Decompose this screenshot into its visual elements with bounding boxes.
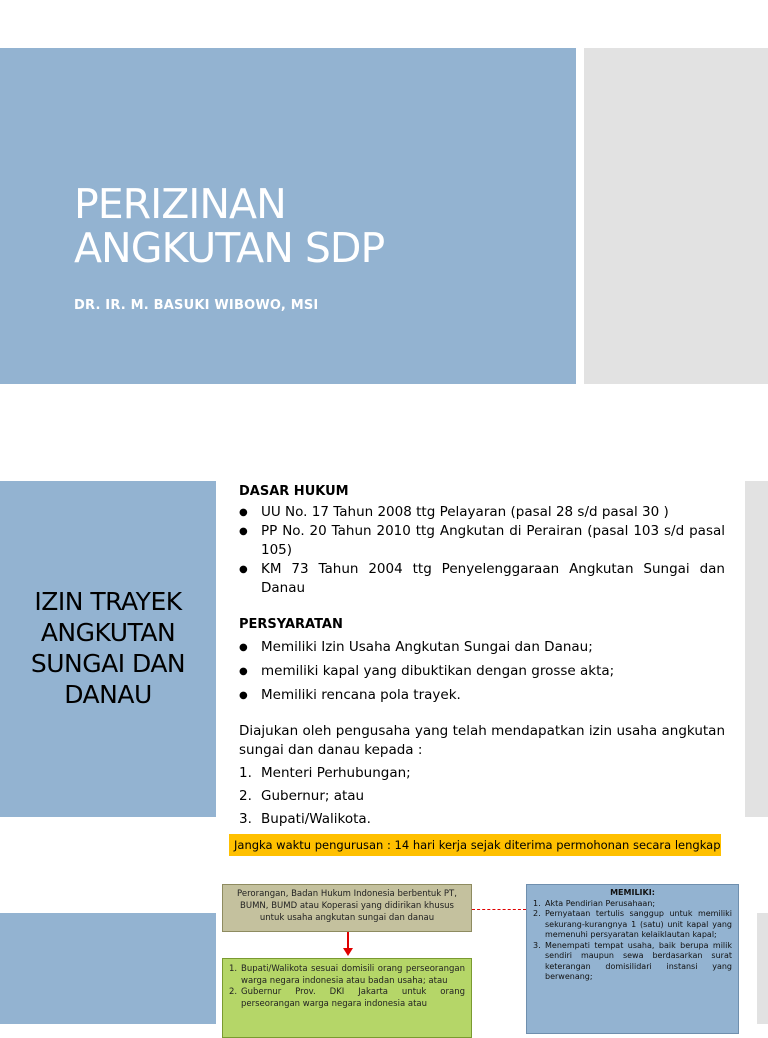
list-number: 3. <box>533 940 541 950</box>
next-slide-side-panel <box>757 913 768 1024</box>
list-text: Akta Pendirian Perusahaan; <box>545 898 656 908</box>
list-item <box>239 764 725 783</box>
list-text: Bupati/Walikota. <box>261 811 371 827</box>
list-text: Gubernur Prov. DKI Jakarta untuk orang perseorangan warga negara indonesia atau <box>241 987 465 1009</box>
applicant-box: Perorangan, Badan Hukum Indonesia berbentuk PT, BUMN, BUMD atau Koperasi yang didirikan khusus untuk usaha angkutan sungai dan danau <box>222 884 472 932</box>
list-item <box>239 787 725 806</box>
title-slide-side-panel <box>584 48 768 384</box>
list-item: ● UU No. 17 Tahun 2008 ttg Pelayaran (pasal 28 s/d pasal 30 ) <box>239 503 725 522</box>
dashed-connector <box>472 909 526 910</box>
diajukan-paragraph: Diajukan oleh pengusaha yang telah mendapatkan izin usaha angkutan sungai dan danau kepada : <box>239 723 725 758</box>
list-number: 1. <box>239 765 252 781</box>
list-item <box>229 964 465 987</box>
list-item: ● Memiliki rencana pola trayek. <box>239 686 725 705</box>
list-number: 1. <box>533 898 541 908</box>
list-item <box>533 941 732 983</box>
list-item: ● memiliki kapal yang dibuktikan dengan grosse akta; <box>239 662 725 681</box>
list-item: ● KM 73 Tahun 2004 ttg Penyelenggaraan Angkutan Sungai dan Danau <box>239 560 725 598</box>
next-slide-title-panel <box>0 913 216 1024</box>
list-text: Menempati tempat usaha, baik berupa milik sendiri maupun sewa berdasarkan surat keterangan domisilidari instansi yang berwenang; <box>545 940 732 981</box>
list-number: 2. <box>229 987 238 997</box>
list-number: 2. <box>239 788 252 804</box>
list-item <box>533 899 732 910</box>
slide-content <box>239 482 725 833</box>
processing-time-notice: Jangka waktu pengurusan : 14 hari kerja sejak diterima permohonan secara lengkap <box>229 834 721 856</box>
list-number: 2. <box>533 909 541 918</box>
list-number: 3. <box>239 811 252 827</box>
requirements-list <box>533 899 732 983</box>
authority-list <box>229 964 465 1010</box>
section-title: IZIN TRAYEK ANGKUTAN SUNGAI DAN DANAU <box>30 587 186 709</box>
arrow-head-icon <box>343 948 353 956</box>
slide-title-line-2: ANGKUTAN SDP <box>74 224 385 272</box>
requirements-box <box>526 884 739 1034</box>
list-item: ● Memiliki Izin Usaha Angkutan Sungai dan Danau; <box>239 638 725 657</box>
slide-title <box>74 182 564 270</box>
dasar-hukum-heading: DASAR HUKUM <box>239 484 349 499</box>
list-text: Bupati/Walikota sesuai domisili orang perseorangan warga negara indonesia atau badan usaha; atau <box>241 964 465 986</box>
authority-box <box>222 958 472 1038</box>
list-number: 1. <box>229 964 238 974</box>
list-item <box>533 909 732 941</box>
slide-title-line-1: PERIZINAN <box>74 180 286 228</box>
persyaratan-heading: PERSYARATAN <box>239 617 343 632</box>
list-text: Pernyataan tertulis sanggup untuk memiliki sekurang-kurangnya 1 (satu) unit kapal yang memenuhi persyaratan kelaiklautan kapal; <box>545 909 732 939</box>
list-text: Menteri Perhubungan; <box>261 765 411 781</box>
requirements-heading: MEMILIKI: <box>610 888 655 897</box>
dasar-hukum-list <box>239 503 725 598</box>
list-item <box>239 810 725 829</box>
persyaratan-list <box>239 638 725 705</box>
list-item: ● PP No. 20 Tahun 2010 ttg Angkutan di Perairan (pasal 103 s/d pasal 105) <box>239 522 725 560</box>
slide-author: DR. IR. M. BASUKI WIBOWO, MSI <box>74 298 319 313</box>
list-item <box>229 987 465 1010</box>
section-side-panel <box>745 481 768 817</box>
list-text: Gubernur; atau <box>261 788 365 804</box>
kepada-list <box>239 764 725 829</box>
